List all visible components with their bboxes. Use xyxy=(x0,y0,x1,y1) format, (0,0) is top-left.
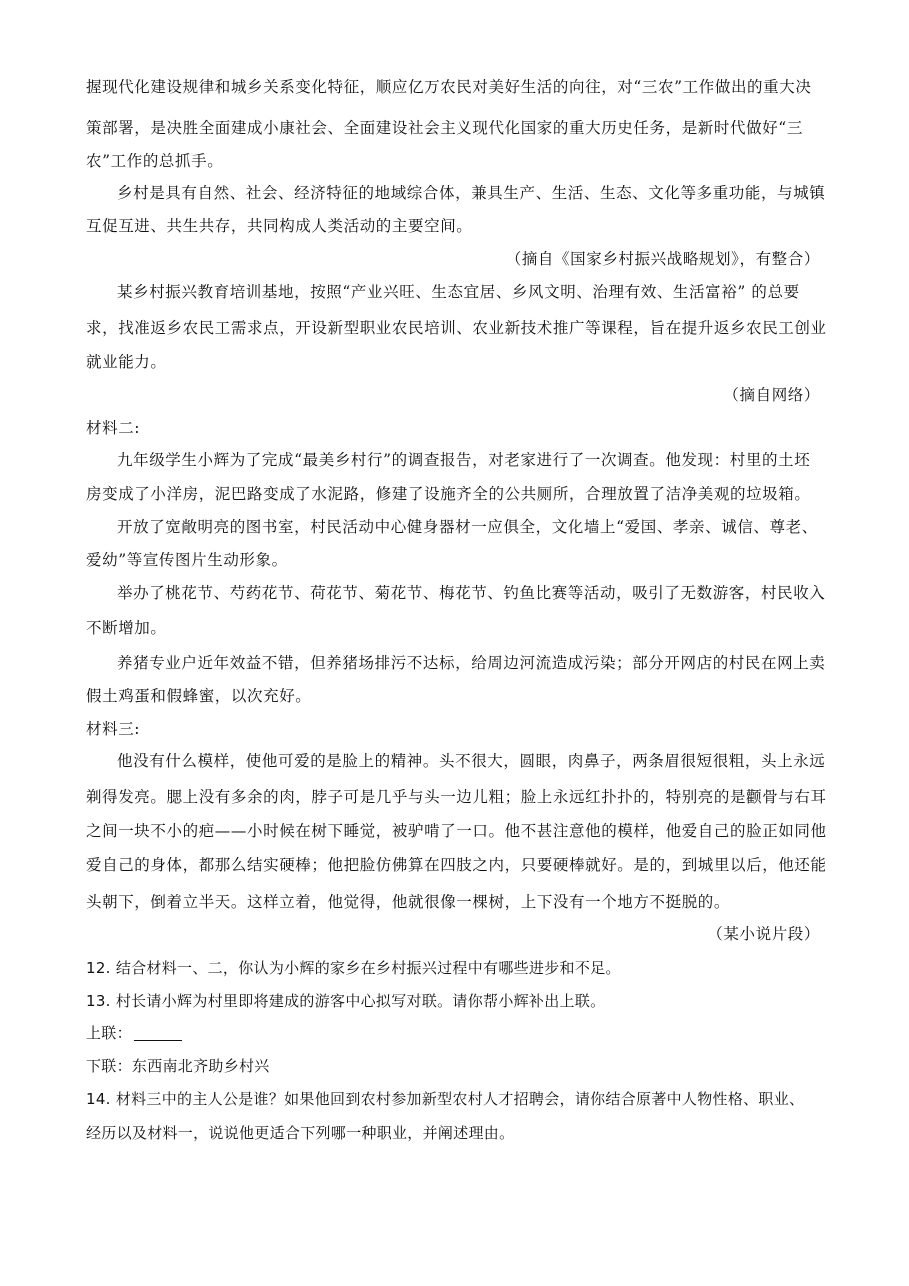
question-14-line: 14. 材料三中的主人公是谁？如果他回到农村参加新型农村人才招聘会，请你结合原著中人物性格、职业、 xyxy=(86,1090,805,1108)
question-13: 13. 村长请小辉为村里即将建成的游客中心拟写对联。请你帮小辉补出上联。 xyxy=(86,992,606,1010)
question-12: 12. 结合材料一、二，你认为小辉的家乡在乡村振兴过程中有哪些进步和不足。 xyxy=(86,959,621,977)
material2-line: 假土鸡蛋和假蜂蜜，以次充好。 xyxy=(86,687,312,705)
material3-line: 他没有什么模样，使他可爱的是脸上的精神。头不很大，圆眼，肉鼻子，两条眉很短很粗，头上永远 xyxy=(117,752,826,770)
material2-line: 养猪专业户近年效益不错，但养猪场排污不达标，给周边河流造成污染；部分开网店的村民在网上卖 xyxy=(117,654,826,672)
source-citation: （某小说片段） xyxy=(707,925,820,943)
answer-blank[interactable] xyxy=(134,1024,182,1041)
material3-line: 头朝下，倒着立半天。这样立着，他觉得，他就很像一棵树，上下没有一个地方不挺脱的。 xyxy=(86,893,731,911)
question-14-line: 经历以及材料一，说说他更适合下列哪一种职业，并阐述理由。 xyxy=(86,1124,515,1142)
material2-heading: 材料二: xyxy=(86,419,141,437)
material2-line: 开放了宽敞明亮的图书室，村民活动中心健身器材一应俱全，文化墙上“爱国、孝亲、诚信、尊老、 xyxy=(117,518,818,536)
lower-couplet: 下联：东西南北齐助乡村兴 xyxy=(86,1057,270,1075)
material1-line: 乡村是具有自然、社会、经济特征的地域综合体，兼具生产、生活、生态、文化等多重功能，与城镇 xyxy=(117,184,826,202)
material1-line: 握现代化建设规律和城乡关系变化特征，顺应亿万农民对美好生活的向往，对“三农”工作做出的重大决 xyxy=(86,78,812,96)
upper-couplet xyxy=(86,1023,826,1043)
material2-line: 举办了桃花节、芍药花节、荷花节、菊花节、梅花节、钓鱼比赛等活动，吸引了无数游客，村民收入 xyxy=(117,584,826,602)
upper-couplet-label: 上联： xyxy=(86,1024,132,1042)
material3-line: 爱自己的身体，都那么结实硬棒；他把脸仿佛算在四肢之内，只要硬棒就好。是的，到城里以后，他还能 xyxy=(86,856,827,874)
material3-line: 剃得发亮。腮上没有多余的肉，脖子可是几乎与头一边儿粗；脸上永远红扑扑的，特别亮的是颧骨与右耳 xyxy=(86,788,827,806)
material1-line: 求，找准返乡农民工需求点，开设新型职业农民培训、农业新技术推广等课程，旨在提升返乡农民工创业 xyxy=(86,319,827,337)
material1-line: 策部署，是决胜全面建成小康社会、全面建设社会主义现代化国家的重大历史任务，是新时代做好“三 xyxy=(86,119,803,137)
material3-heading: 材料三: xyxy=(86,720,141,738)
material2-line: 不断增加。 xyxy=(86,619,167,637)
source-citation: （摘自网络） xyxy=(723,386,820,404)
source-citation: （摘自《国家乡村振兴战略规划》，有整合） xyxy=(505,250,820,268)
material2-line: 爱幼”等宣传图片生动形象。 xyxy=(86,551,288,569)
material3-line: 之间一块不小的疤——小时候在树下睡觉，被驴啃了一口。他不甚注意他的模样，他爱自己的脸正如同他 xyxy=(86,822,827,840)
material2-line: 九年级学生小辉为了完成“最美乡村行”的调查报告，对老家进行了一次调查。他发现：村里的土坯 xyxy=(117,451,811,469)
material2-line: 房变成了小洋房，泥巴路变成了水泥路，修建了设施齐全的公共厕所，合理放置了洁净美观的垃圾箱。 xyxy=(86,485,811,503)
material1-line: 某乡村振兴教育培训基地，按照“产业兴旺、生态宜居、乡风文明、治理有效、生活富裕” 的总要 xyxy=(117,283,800,301)
material1-line: 农”工作的总抓手。 xyxy=(86,152,224,170)
material1-line: 就业能力。 xyxy=(86,353,167,371)
material1-line: 互促互进、共生共存，共同构成人类活动的主要空间。 xyxy=(86,217,473,235)
